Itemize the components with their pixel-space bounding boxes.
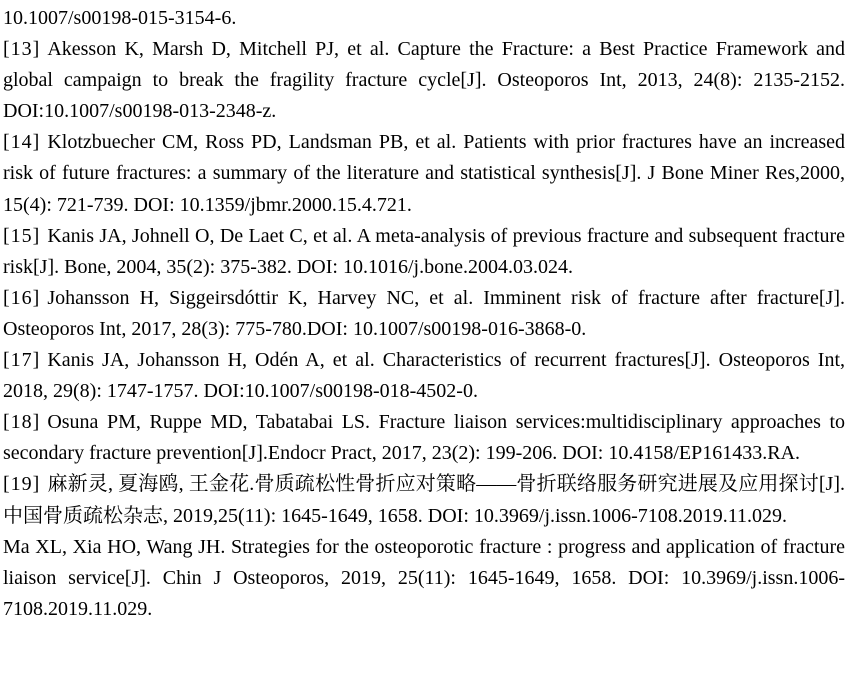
reference-19-text: 麻新灵, 夏海鸥, 王金花.骨质疏松性骨折应对策略——骨折联络服务研究进展及应用探讨[J]. 中国骨质疏松杂志, 2019,25(11): 1645-1649, 1658. DOI: 10.3969/j.issn.1006-7108.2019.11.029. <box>3 473 845 527</box>
reference-18 <box>3 407 845 469</box>
reference-19 <box>3 469 845 531</box>
reference-16-text: Johansson H, Siggeirsdóttir K, Harvey NC, et al. Imminent risk of fracture after fracture[J]. Osteoporos Int, 2017, 28(3): 775-780.DOI: 10.1007/s00198-016-3868-0. <box>3 286 845 340</box>
reference-17-label: [17] <box>3 349 41 372</box>
reference-17-text: Kanis JA, Johansson H, Odén A, et al. Characteristics of recurrent fractures[J]. Osteoporos Int, 2018, 29(8): 1747-1757. DOI:10.1007/s00198-018-4502-0. <box>3 349 845 403</box>
reference-19-english-translation <box>3 532 845 625</box>
reference-16-label: [16] <box>3 286 41 309</box>
reference-14-label: [14] <box>3 131 41 154</box>
reference-14-text: Klotzbuecher CM, Ross PD, Landsman PB, et al. Patients with prior fractures have an increased risk of future fractures: a summary of the literature and statistical synthesis[J]. J Bone Miner Res,2000, 15(4): 721-739. DOI: 10.1359/jbmr.2000.15.4.721. <box>3 131 845 216</box>
reference-17 <box>3 345 845 407</box>
reference-16 <box>3 283 845 345</box>
reference-15 <box>3 221 845 283</box>
reference-14 <box>3 127 845 220</box>
reference-13-text: Akesson K, Marsh D, Mitchell PJ, et al. Capture the Fracture: a Best Practice Framework and global campaign to break the fragility fracture cycle[J]. Osteoporos Int, 2013, 24(8): 2135-2152. DOI:10.1007/s00198-013-2348-z. <box>3 38 845 123</box>
reference-15-label: [15] <box>3 224 41 247</box>
reference-text: Ma XL, Xia HO, Wang JH. Strategies for the osteoporotic fracture : progress and application of fracture liaison service[J]. Chin J Osteoporos, 2019, 25(11): 1645-1649, 1658. DOI: 10.3969/j.issn.1006-7108.2019.11.029. <box>3 535 845 620</box>
reference-18-label: [18] <box>3 411 41 434</box>
reference-13 <box>3 34 845 127</box>
reference-19-label: [19] <box>3 473 41 496</box>
reference-15-text: Kanis JA, Johnell O, De Laet C, et al. A meta-analysis of previous fracture and subsequent fracture risk[J]. Bone, 2004, 35(2): 375-382. DOI: 10.1016/j.bone.2004.03.024. <box>3 224 845 278</box>
reference-18-text: Osuna PM, Ruppe MD, Tabatabai LS. Fracture liaison services:multidisciplinary approaches to secondary fracture prevention[J].Endocr Pract, 2017, 23(2): 199-206. DOI: 10.4158/EP161433.RA. <box>3 411 845 465</box>
reference-13-label: [13] <box>3 38 41 61</box>
reference-text: 10.1007/s00198-015-3154-6. <box>3 7 237 29</box>
reference-12-doi-continuation <box>3 3 845 34</box>
